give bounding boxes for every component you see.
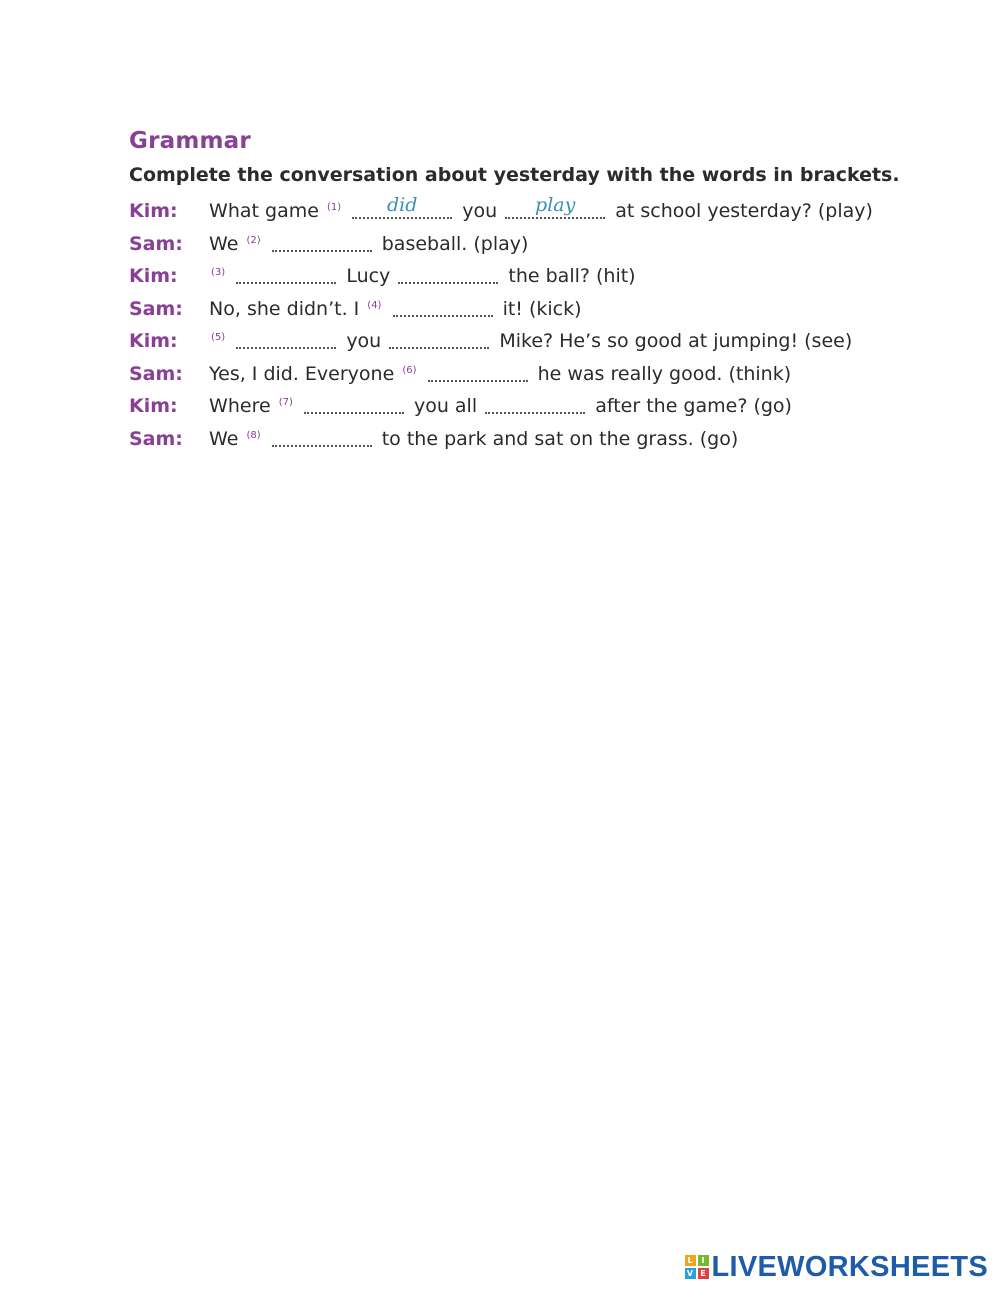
line-text: you — [462, 200, 498, 222]
line-text: No, she didn’t. I — [209, 297, 360, 320]
gap-number: (1) — [326, 202, 342, 213]
liveworksheets-logo — [685, 1252, 989, 1282]
dialogue-line-2 — [129, 225, 929, 258]
dialogue-line-7 — [129, 387, 929, 420]
line-text: at school yesterday? (play) — [615, 200, 873, 222]
gap-number: (8) — [246, 429, 261, 441]
answer-gap-5b[interactable] — [389, 327, 489, 349]
answer-gap-3b[interactable] — [398, 262, 498, 284]
gap-number: (6) — [402, 364, 417, 376]
speaker-label: Sam: — [129, 297, 183, 320]
line-text: he was really good. (think) — [537, 362, 792, 385]
worksheet — [129, 128, 929, 452]
line-text: to the park and sat on the grass. (go) — [381, 427, 739, 450]
speaker-label: Sam: — [129, 362, 183, 385]
dialogue-line-4 — [129, 290, 929, 323]
logo-square: V — [685, 1268, 696, 1279]
speaker-label: Kim: — [129, 395, 178, 417]
answer-gap-3[interactable] — [236, 262, 336, 284]
gap-number: (7) — [278, 397, 293, 408]
answer-gap-2[interactable] — [272, 230, 372, 252]
logo-text: LIVEWORKSHEETS — [711, 1250, 988, 1283]
line-text: We — [209, 427, 239, 450]
answer-gap-1[interactable] — [352, 194, 452, 219]
line-text: it! (kick) — [502, 297, 582, 320]
gap-number: (4) — [367, 299, 382, 311]
answer-gap-7[interactable] — [304, 392, 404, 414]
speaker-label: Sam: — [129, 427, 183, 450]
logo-square: E — [698, 1268, 709, 1279]
logo-squares-icon — [685, 1255, 709, 1279]
dialogue-line-5 — [129, 322, 929, 355]
gap-number: (3) — [211, 267, 226, 278]
instruction-text: Complete the conversation about yesterday with the words in brackets. — [129, 164, 900, 186]
answer-gap-1b[interactable] — [505, 194, 605, 219]
line-text: Yes, I did. Everyone — [209, 362, 395, 385]
speaker-label: Sam: — [129, 232, 183, 255]
line-text: Lucy — [346, 265, 391, 287]
dialogue-line-6 — [129, 355, 929, 388]
answer-gap-8[interactable] — [272, 425, 372, 447]
answer-gap-4[interactable] — [393, 295, 493, 317]
dialogue-line-3 — [129, 257, 929, 290]
line-text: after the game? (go) — [595, 395, 792, 417]
dialogue-line-1 — [129, 192, 929, 225]
line-text: We — [209, 232, 239, 255]
gap-number: (2) — [246, 234, 261, 246]
section-title: Grammar — [129, 128, 251, 154]
logo-square: I — [698, 1255, 709, 1266]
speaker-label: Kim: — [129, 200, 178, 222]
line-text: What game — [209, 200, 319, 222]
answer-text: did — [386, 194, 418, 216]
speaker-label: Kim: — [129, 330, 178, 352]
answer-gap-7b[interactable] — [485, 392, 585, 414]
line-text: the ball? (hit) — [508, 265, 636, 287]
logo-square: L — [685, 1255, 696, 1266]
answer-gap-6[interactable] — [428, 360, 528, 382]
line-text: baseball. (play) — [381, 232, 529, 255]
line-text: Where — [209, 395, 271, 417]
gap-number: (5) — [211, 332, 226, 343]
line-text: you all — [413, 395, 478, 417]
dialogue-line-8 — [129, 420, 929, 453]
answer-gap-5[interactable] — [236, 327, 336, 349]
answer-text: play — [535, 194, 576, 216]
line-text: you — [346, 330, 382, 352]
line-text: Mike? He’s so good at jumping! (see) — [499, 330, 853, 352]
speaker-label: Kim: — [129, 265, 178, 287]
